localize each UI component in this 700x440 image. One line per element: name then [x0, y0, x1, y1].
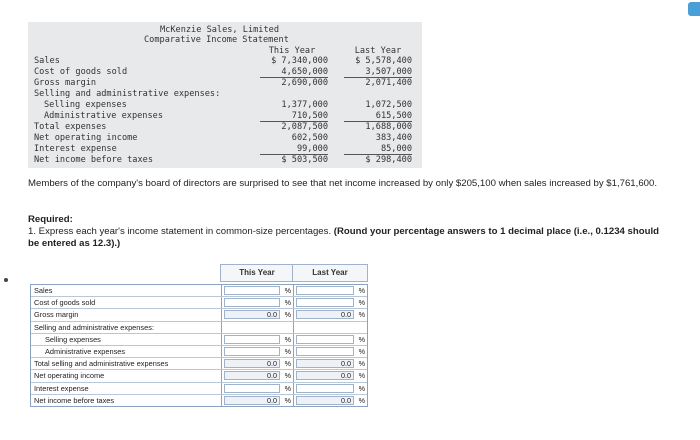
- answer-table-row: [31, 308, 367, 320]
- percent-symbol: %: [284, 346, 291, 356]
- percent-symbol: %: [284, 371, 291, 381]
- answer-table-row: [31, 333, 367, 345]
- statement-value-this-year: 1,377,000: [281, 100, 328, 110]
- answer-cell-last-year: [293, 309, 368, 320]
- required-text: 1. Express each year's income statement in common-size percentages. (Round your percentage answers to 1 decimal place (i.e., 0.1234 should be entered as 12.3).): [28, 226, 660, 249]
- answer-row-label: Net operating income: [34, 371, 105, 381]
- percent-symbol: %: [358, 371, 365, 381]
- statement-value-last-year: 2,071,400: [365, 78, 412, 88]
- statement-value-last-year: 1,688,000: [365, 122, 412, 132]
- percent-input-this-year[interactable]: 0.0: [224, 359, 280, 368]
- answer-cell-last-year: [293, 285, 368, 296]
- percent-symbol: %: [358, 298, 365, 308]
- statement-value-this-year: $ 7,340,000: [271, 56, 328, 66]
- percent-input-last-year[interactable]: [296, 384, 354, 393]
- statement-value-last-year: 1,072,500: [365, 100, 412, 110]
- answer-table-row: [31, 394, 367, 406]
- statement-value-last-year: 383,400: [375, 133, 412, 143]
- statement-value-last-year: 3,507,000: [344, 67, 412, 78]
- percent-symbol: %: [284, 298, 291, 308]
- percent-input-this-year[interactable]: [224, 347, 280, 356]
- statement-value-last-year: 615,500: [344, 111, 412, 122]
- statement-row-label: Total expenses: [34, 122, 107, 132]
- statement-row-label: Sales: [34, 56, 60, 66]
- percent-input-this-year[interactable]: [224, 335, 280, 344]
- percent-input-last-year[interactable]: 0.0: [296, 359, 354, 368]
- percent-input-last-year[interactable]: 0.0: [296, 310, 354, 319]
- percent-input-this-year[interactable]: [224, 286, 280, 295]
- percent-input-this-year[interactable]: 0.0: [224, 310, 280, 319]
- statement-row-label: Cost of goods sold: [34, 67, 128, 77]
- answer-row-label: Cost of goods sold: [34, 298, 96, 308]
- answer-cell-last-year: [293, 383, 368, 394]
- answer-row-label: Selling expenses: [45, 334, 101, 344]
- answer-cell-last-year: [293, 370, 368, 381]
- percent-input-this-year[interactable]: [224, 298, 280, 307]
- answer-table-row: [31, 357, 367, 369]
- answer-cell-last-year: [293, 346, 368, 357]
- answer-cell-last-year: [293, 322, 368, 333]
- answer-table-body: [30, 284, 368, 407]
- statement-row-label: Gross margin: [34, 78, 97, 88]
- required-heading: Required:: [28, 214, 73, 225]
- answer-row-label: Administrative expenses: [45, 346, 126, 356]
- answer-row-label: Interest expense: [34, 383, 89, 393]
- answer-cell-this-year: [221, 297, 294, 308]
- statement-row-label: Selling expenses: [44, 100, 127, 110]
- percent-symbol: %: [358, 395, 365, 405]
- percent-input-this-year[interactable]: 0.0: [224, 371, 280, 380]
- answer-cell-last-year: [293, 297, 368, 308]
- answer-row-label: Gross margin: [34, 310, 79, 320]
- answer-cell-last-year: [293, 334, 368, 345]
- statement-value-this-year: 4,650,000: [260, 67, 328, 78]
- percent-symbol: %: [284, 334, 291, 344]
- statement-row-label: Net income before taxes: [34, 155, 153, 165]
- statement-row-label: Interest expense: [34, 144, 117, 154]
- statement-value-this-year: 99,000: [260, 144, 328, 155]
- statement-row-label: Net operating income: [34, 133, 138, 143]
- percent-symbol: %: [358, 286, 365, 295]
- percent-input-last-year[interactable]: [296, 347, 354, 356]
- percent-input-last-year[interactable]: [296, 298, 354, 307]
- percent-symbol: %: [358, 346, 365, 356]
- side-tab-icon[interactable]: [688, 2, 700, 16]
- percent-symbol: %: [284, 359, 291, 369]
- answer-table-row: [31, 345, 367, 357]
- answer-cell-this-year: [221, 285, 294, 296]
- statement-value-this-year: 710,500: [260, 111, 328, 122]
- bullet-marker: [4, 278, 8, 282]
- income-statement-image: [28, 22, 422, 168]
- answer-col-this-year: This Year: [220, 264, 294, 282]
- percent-symbol: %: [358, 359, 365, 369]
- answer-cell-this-year: [221, 395, 294, 406]
- answer-row-label: Total selling and administrative expenses: [34, 359, 169, 369]
- percent-symbol: %: [284, 395, 291, 405]
- answer-row-label: Selling and administrative expenses:: [34, 322, 154, 332]
- percent-input-this-year[interactable]: [224, 384, 280, 393]
- col-last-year: Last Year: [354, 46, 402, 56]
- statement-value-this-year: $ 503,500: [281, 155, 328, 165]
- statement-row-label: Selling and administrative expenses:: [34, 89, 221, 99]
- percent-symbol: %: [284, 310, 291, 320]
- statement-value-last-year: $ 298,400: [365, 155, 412, 165]
- answer-cell-this-year: [221, 383, 294, 394]
- answer-cell-last-year: [293, 395, 368, 406]
- answer-table-row: [31, 296, 367, 308]
- answer-table-row: [31, 369, 367, 381]
- company-name: McKenzie Sales, Limited: [160, 25, 279, 35]
- percent-input-last-year[interactable]: [296, 335, 354, 344]
- answer-cell-this-year: [221, 358, 294, 369]
- answer-row-label: Sales: [34, 286, 53, 295]
- answer-table-row: [31, 382, 367, 394]
- percent-symbol: %: [358, 334, 365, 344]
- answer-table-row: [31, 285, 367, 296]
- answer-table-row: [31, 321, 367, 333]
- answer-cell-last-year: [293, 358, 368, 369]
- statement-value-this-year: 2,690,000: [281, 78, 328, 88]
- statement-value-this-year: 2,087,500: [281, 122, 328, 132]
- problem-paragraph: Members of the company's board of directors are surprised to see that net income increased by only $205,100 when sales increased by $1,761,600.: [28, 178, 657, 189]
- statement-value-last-year: $ 5,578,400: [355, 56, 412, 66]
- answer-cell-this-year: [221, 346, 294, 357]
- answer-cell-this-year: [221, 334, 294, 345]
- percent-input-this-year[interactable]: 0.0: [224, 396, 280, 405]
- rounding-instruction: (Round your percentage answers to 1 decimal place (i.e., 0.1234 should be entered as 12.3).): [28, 226, 660, 249]
- percent-symbol: %: [284, 383, 291, 393]
- answer-row-label: Net income before taxes: [34, 395, 115, 405]
- percent-symbol: %: [284, 286, 291, 295]
- answer-cell-this-year: [221, 309, 294, 320]
- answer-cell-this-year: [221, 322, 294, 333]
- statement-row-label: Administrative expenses: [44, 111, 163, 121]
- percent-symbol: %: [358, 383, 365, 393]
- percent-symbol: %: [358, 310, 365, 320]
- statement-value-last-year: 85,000: [344, 144, 412, 155]
- percent-input-last-year[interactable]: [296, 286, 354, 295]
- percent-input-last-year[interactable]: 0.0: [296, 396, 354, 405]
- statement-title: Comparative Income Statement: [144, 35, 289, 45]
- statement-value-this-year: 602,500: [291, 133, 328, 143]
- answer-cell-this-year: [221, 370, 294, 381]
- percent-input-last-year[interactable]: 0.0: [296, 371, 354, 380]
- answer-col-last-year: Last Year: [292, 264, 368, 282]
- col-this-year: This Year: [268, 46, 316, 56]
